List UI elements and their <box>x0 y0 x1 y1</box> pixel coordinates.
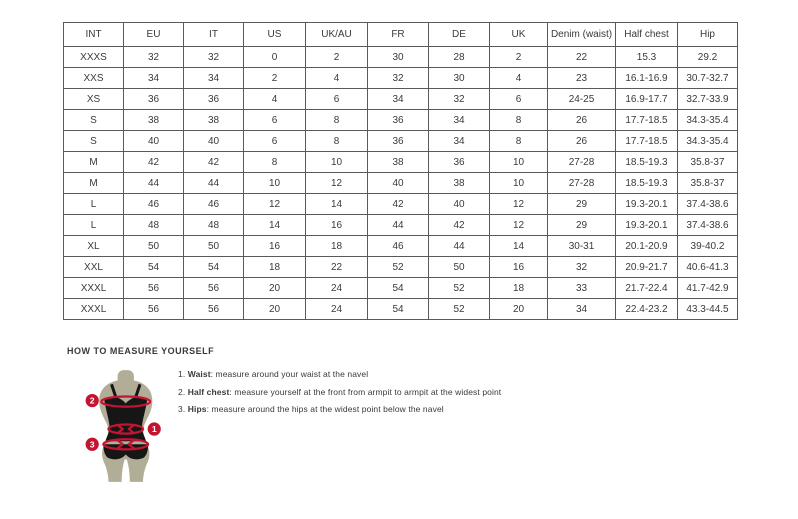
table-row <box>64 215 738 236</box>
table-cell: 42 <box>368 194 429 215</box>
table-cell: 12 <box>490 215 548 236</box>
chest-badge-number: 2 <box>89 395 95 406</box>
table-cell: XXXL <box>64 299 124 320</box>
table-cell: 41.7-42.9 <box>678 278 738 299</box>
table-cell: 4 <box>490 68 548 89</box>
column-header: FR <box>368 23 429 47</box>
column-header: UK/AU <box>306 23 368 47</box>
table-cell: 14 <box>244 215 306 236</box>
table-cell: 2 <box>244 68 306 89</box>
column-header: Hip <box>678 23 738 47</box>
column-header: UK <box>490 23 548 47</box>
table-cell: 36 <box>429 152 490 173</box>
table-cell: 39-40.2 <box>678 236 738 257</box>
table-cell: 32 <box>184 47 244 68</box>
table-row <box>64 131 738 152</box>
table-cell: 34 <box>429 110 490 131</box>
table-cell: 26 <box>548 110 616 131</box>
table-cell: 18 <box>490 278 548 299</box>
table-cell: 38 <box>124 110 184 131</box>
table-cell: 37.4-38.6 <box>678 194 738 215</box>
table-cell: 50 <box>184 236 244 257</box>
table-cell: 32 <box>124 47 184 68</box>
table-cell: 20.9-21.7 <box>616 257 678 278</box>
table-cell: 10 <box>490 173 548 194</box>
table-cell: 32.7-33.9 <box>678 89 738 110</box>
table-cell: XXS <box>64 68 124 89</box>
table-cell: 6 <box>244 131 306 152</box>
instruction-label: Hips <box>187 404 207 414</box>
table-cell: 24 <box>306 278 368 299</box>
table-cell: XXXL <box>64 278 124 299</box>
table-cell: 54 <box>124 257 184 278</box>
table-cell: 54 <box>184 257 244 278</box>
table-cell: 30.7-32.7 <box>678 68 738 89</box>
table-cell: 17.7-18.5 <box>616 131 678 152</box>
table-cell: 40 <box>124 131 184 152</box>
table-cell: 35.8-37 <box>678 152 738 173</box>
table-cell: 24-25 <box>548 89 616 110</box>
table-cell: M <box>64 173 124 194</box>
table-row <box>64 110 738 131</box>
table-cell: 37.4-38.6 <box>678 215 738 236</box>
table-cell: 6 <box>306 89 368 110</box>
table-row <box>64 89 738 110</box>
table-cell: 32 <box>548 257 616 278</box>
table-cell: 26 <box>548 131 616 152</box>
table-cell: XXXS <box>64 47 124 68</box>
measure-instruction <box>178 404 501 414</box>
table-cell: 29 <box>548 194 616 215</box>
table-cell: 27-28 <box>548 173 616 194</box>
instruction-label: Half chest <box>187 386 230 397</box>
table-cell: 52 <box>429 278 490 299</box>
table-cell: 20.1-20.9 <box>616 236 678 257</box>
table-cell: 0 <box>244 47 306 68</box>
table-cell: 44 <box>124 173 184 194</box>
table-cell: 16.9-17.7 <box>616 89 678 110</box>
instruction-text: : measure yourself at the front from armpit to armpit at the widest point <box>229 386 502 397</box>
table-cell: 23 <box>548 68 616 89</box>
table-cell: 10 <box>490 152 548 173</box>
table-cell: 38 <box>368 152 429 173</box>
table-cell: 16.1-16.9 <box>616 68 678 89</box>
table-cell: 44 <box>429 236 490 257</box>
table-cell: 14 <box>490 236 548 257</box>
table-cell: 12 <box>306 173 368 194</box>
table-cell: 50 <box>124 236 184 257</box>
column-header: US <box>244 23 306 47</box>
table-cell: 40.6-41.3 <box>678 257 738 278</box>
table-cell: 38 <box>429 173 490 194</box>
table-cell: 20 <box>490 299 548 320</box>
table-cell: S <box>64 110 124 131</box>
table-cell: 56 <box>124 299 184 320</box>
table-cell: 18 <box>306 236 368 257</box>
column-header: IT <box>184 23 244 47</box>
table-cell: 30 <box>368 47 429 68</box>
table-row <box>64 236 738 257</box>
table-cell: XL <box>64 236 124 257</box>
table-cell: 4 <box>306 68 368 89</box>
size-table-body <box>64 47 738 320</box>
instruction-number: 3. <box>178 404 188 414</box>
table-cell: L <box>64 194 124 215</box>
table-cell: 34 <box>429 131 490 152</box>
table-cell: 33 <box>548 278 616 299</box>
table-cell: 18 <box>244 257 306 278</box>
table-cell: XS <box>64 89 124 110</box>
table-cell: 34 <box>184 68 244 89</box>
table-cell: 46 <box>184 194 244 215</box>
table-cell: 44 <box>368 215 429 236</box>
instruction-number: 1. <box>178 369 188 379</box>
table-header-row <box>64 23 738 47</box>
measure-section-heading: HOW TO MEASURE YOURSELF <box>67 346 215 356</box>
measure-instruction <box>178 387 501 397</box>
table-cell: 42 <box>184 152 244 173</box>
table-cell: 18.5-19.3 <box>616 152 678 173</box>
table-cell: 40 <box>368 173 429 194</box>
table-cell: 34 <box>548 299 616 320</box>
table-row <box>64 257 738 278</box>
table-cell: 18.5-19.3 <box>616 173 678 194</box>
table-cell: 50 <box>429 257 490 278</box>
hips-badge-number: 3 <box>89 439 95 450</box>
table-cell: 19.3-20.1 <box>616 194 678 215</box>
instruction-text: : measure around the hips at the widest point below the navel <box>206 404 444 414</box>
table-cell: 22 <box>548 47 616 68</box>
measure-instructions <box>178 369 501 422</box>
table-row <box>64 152 738 173</box>
table-cell: 35.8-37 <box>678 173 738 194</box>
table-cell: 29.2 <box>678 47 738 68</box>
table-cell: 19.3-20.1 <box>616 215 678 236</box>
table-row <box>64 47 738 68</box>
table-cell: 43.3-44.5 <box>678 299 738 320</box>
table-row <box>64 173 738 194</box>
table-cell: 27-28 <box>548 152 616 173</box>
instruction-text: : measure around your waist at the navel <box>210 369 369 379</box>
table-cell: 8 <box>306 131 368 152</box>
table-cell: L <box>64 215 124 236</box>
table-cell: 44 <box>184 173 244 194</box>
instruction-number: 2. <box>178 386 188 397</box>
table-cell: 8 <box>490 110 548 131</box>
table-cell: 10 <box>244 173 306 194</box>
table-cell: 38 <box>184 110 244 131</box>
column-header: EU <box>124 23 184 47</box>
table-cell: 46 <box>368 236 429 257</box>
column-header: INT <box>64 23 124 47</box>
table-cell: 12 <box>490 194 548 215</box>
table-cell: 36 <box>124 89 184 110</box>
table-cell: 48 <box>124 215 184 236</box>
table-cell: 2 <box>490 47 548 68</box>
table-cell: 16 <box>306 215 368 236</box>
table-cell: 22.4-23.2 <box>616 299 678 320</box>
table-cell: 28 <box>429 47 490 68</box>
table-cell: 34 <box>124 68 184 89</box>
table-cell: 56 <box>184 278 244 299</box>
table-cell: 48 <box>184 215 244 236</box>
table-row <box>64 194 738 215</box>
table-cell: 56 <box>124 278 184 299</box>
table-cell: 36 <box>368 131 429 152</box>
table-cell: 52 <box>429 299 490 320</box>
table-cell: 52 <box>368 257 429 278</box>
column-header: Denim (waist) <box>548 23 616 47</box>
table-cell: 30-31 <box>548 236 616 257</box>
table-cell: 4 <box>244 89 306 110</box>
table-cell: 32 <box>368 68 429 89</box>
table-cell: 40 <box>184 131 244 152</box>
table-cell: 34.3-35.4 <box>678 110 738 131</box>
table-cell: 54 <box>368 299 429 320</box>
table-cell: 30 <box>429 68 490 89</box>
table-cell: 16 <box>244 236 306 257</box>
table-cell: 8 <box>306 110 368 131</box>
table-cell: 16 <box>490 257 548 278</box>
table-cell: 54 <box>368 278 429 299</box>
table-cell: 42 <box>124 152 184 173</box>
table-cell: 24 <box>306 299 368 320</box>
table-cell: 34.3-35.4 <box>678 131 738 152</box>
table-cell: 2 <box>306 47 368 68</box>
table-row <box>64 68 738 89</box>
table-cell: 36 <box>368 110 429 131</box>
table-cell: 46 <box>124 194 184 215</box>
table-cell: 32 <box>429 89 490 110</box>
table-cell: 42 <box>429 215 490 236</box>
table-cell: 8 <box>490 131 548 152</box>
table-cell: 6 <box>490 89 548 110</box>
table-cell: 8 <box>244 152 306 173</box>
measure-instruction <box>178 369 501 379</box>
table-cell: 14 <box>306 194 368 215</box>
instruction-label: Waist <box>187 369 211 379</box>
waist-badge-number: 1 <box>151 424 157 435</box>
table-cell: 21.7-22.4 <box>616 278 678 299</box>
table-cell: XXL <box>64 257 124 278</box>
column-header: Half chest <box>616 23 678 47</box>
table-cell: 36 <box>184 89 244 110</box>
table-cell: 10 <box>306 152 368 173</box>
table-cell: 34 <box>368 89 429 110</box>
table-cell: M <box>64 152 124 173</box>
table-cell: 12 <box>244 194 306 215</box>
column-header: DE <box>429 23 490 47</box>
table-row <box>64 278 738 299</box>
table-cell: 29 <box>548 215 616 236</box>
table-cell: 56 <box>184 299 244 320</box>
table-row <box>64 299 738 320</box>
table-cell: 15.3 <box>616 47 678 68</box>
table-cell: 40 <box>429 194 490 215</box>
table-cell: S <box>64 131 124 152</box>
table-cell: 6 <box>244 110 306 131</box>
size-conversion-table <box>63 22 738 320</box>
table-cell: 20 <box>244 299 306 320</box>
table-cell: 22 <box>306 257 368 278</box>
table-cell: 20 <box>244 278 306 299</box>
table-cell: 17.7-18.5 <box>616 110 678 131</box>
